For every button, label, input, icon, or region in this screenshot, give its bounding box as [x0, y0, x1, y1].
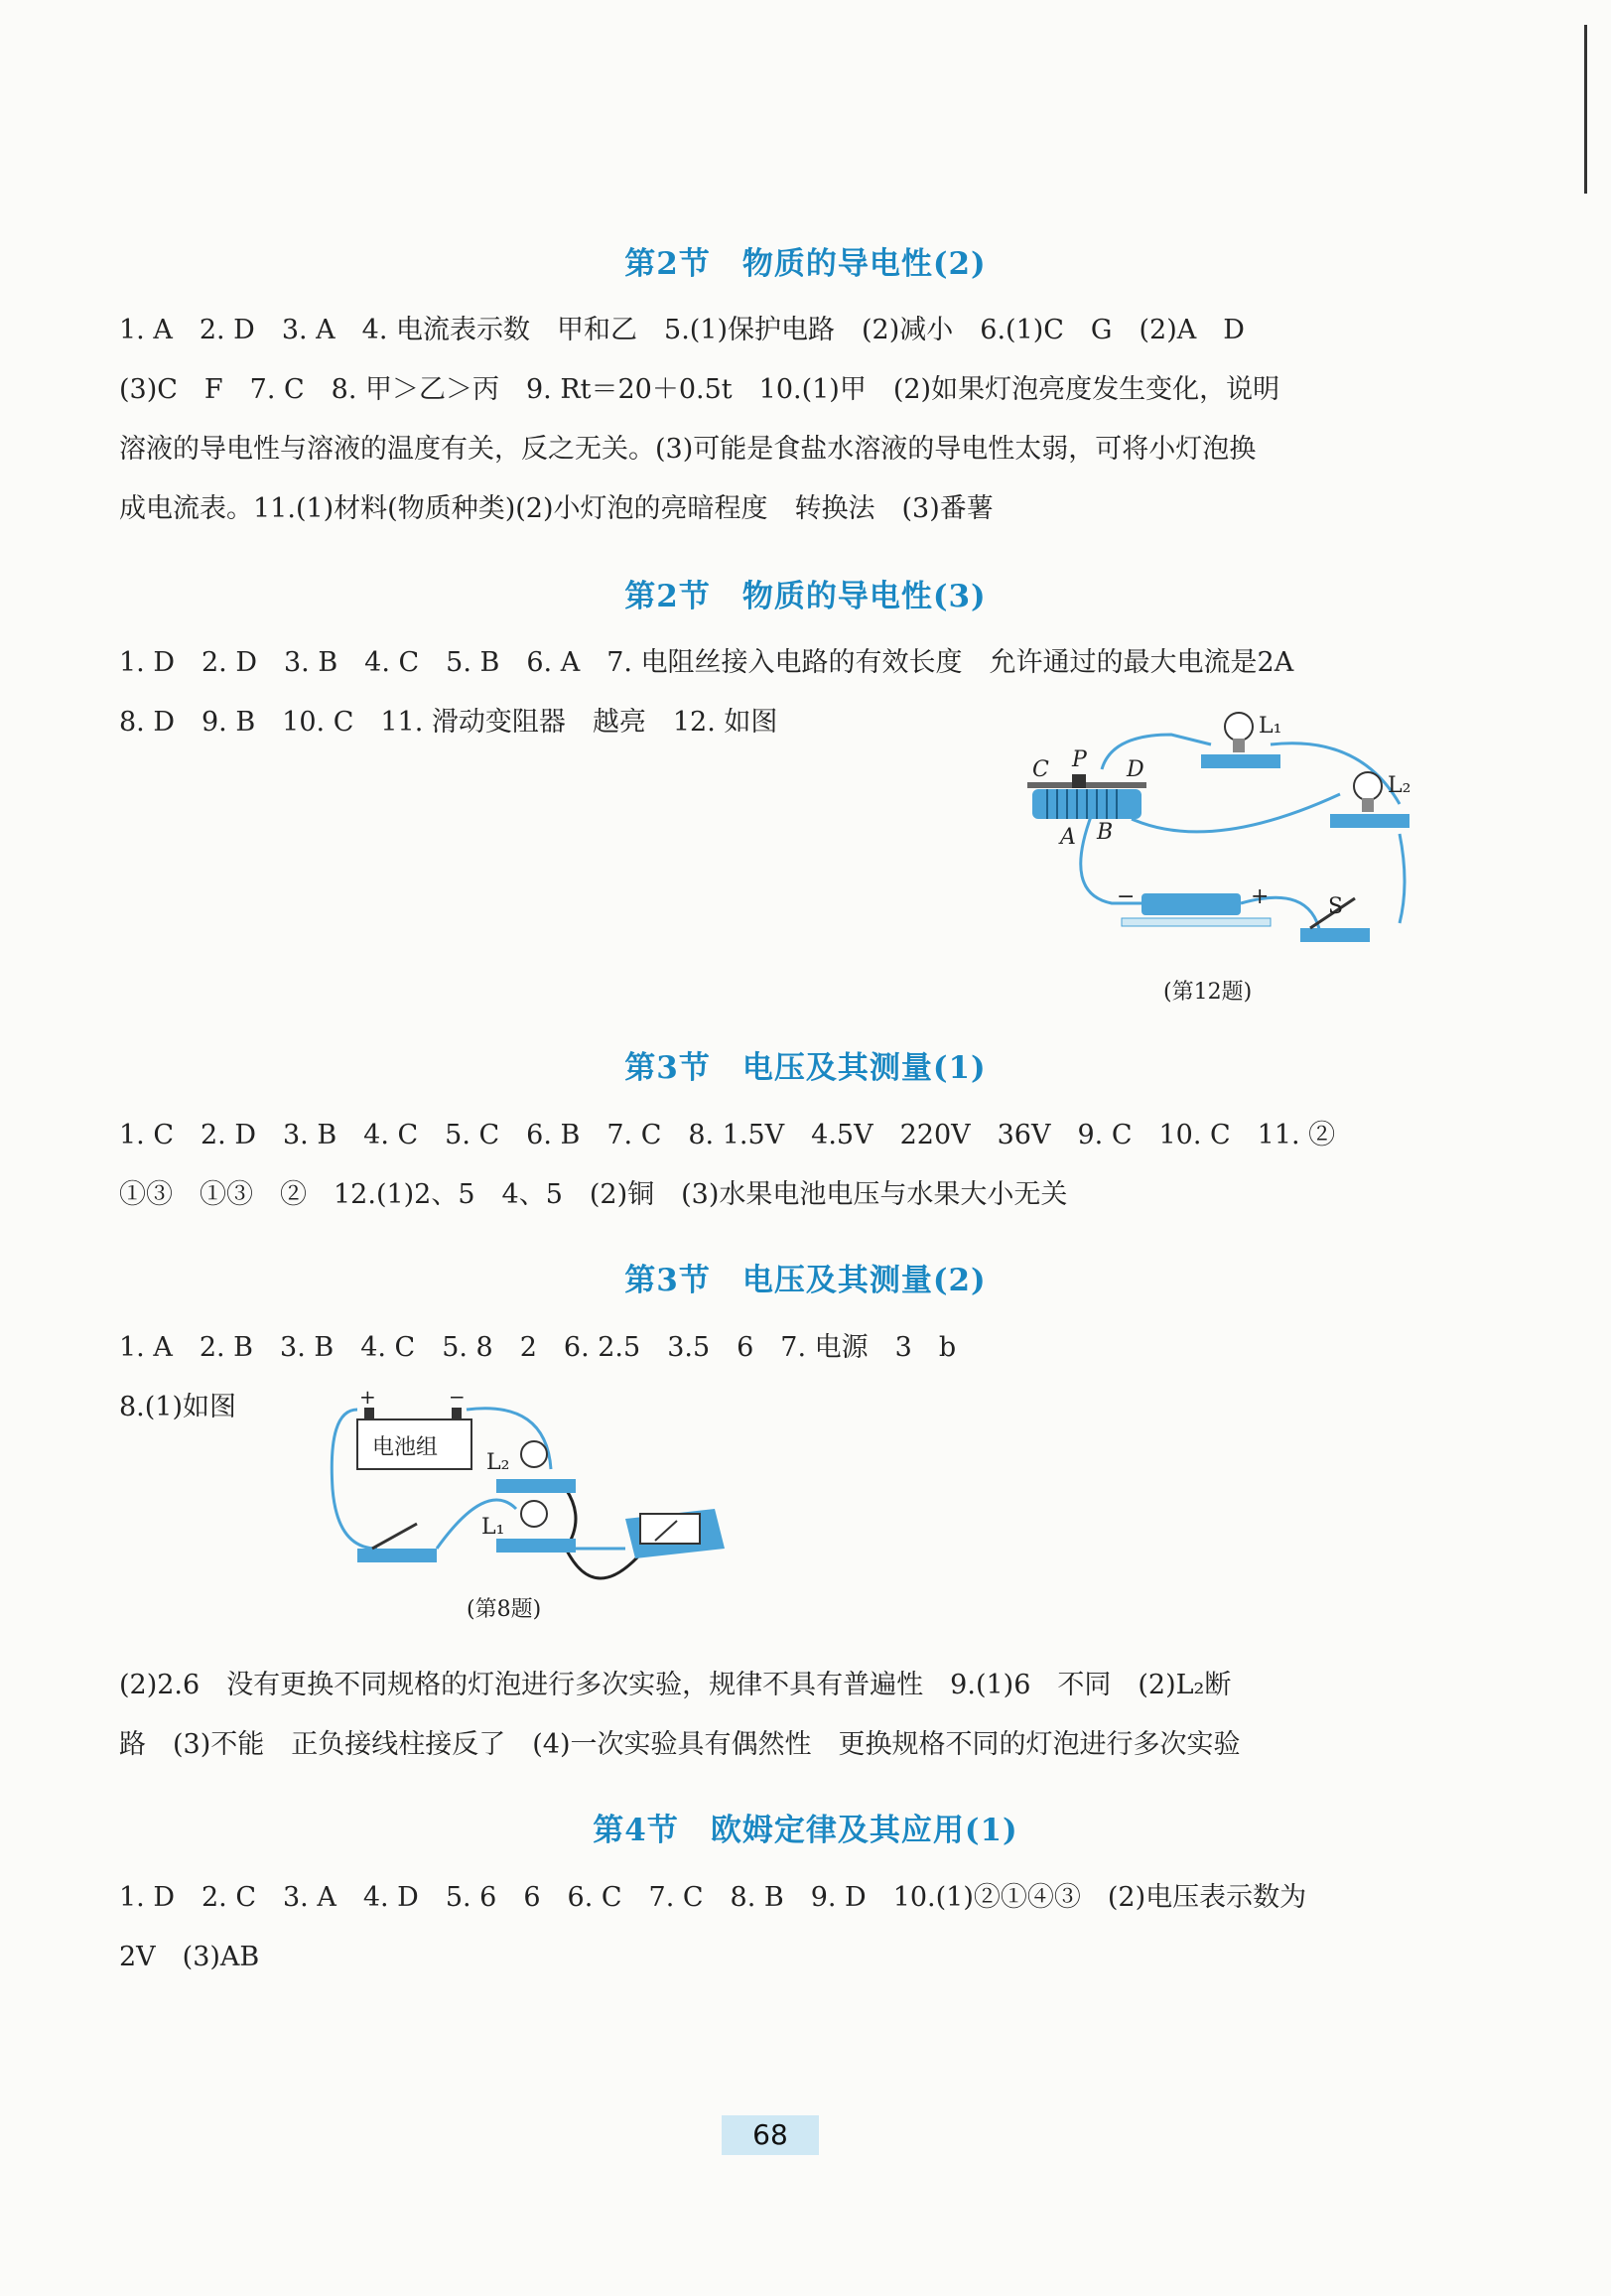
answer-line: 路 (3)不能 正负接线柱接反了 (4)一次实验具有偶然性 更换规格不同的灯泡进行多次实验 [119, 1729, 1241, 1760]
label-a: A [1060, 825, 1076, 850]
section-title: 第2节 物质的导电性(3) [624, 579, 987, 614]
figure-caption: (第12题) [1163, 980, 1253, 1005]
switch-base [357, 1549, 437, 1562]
answer-line: ①③ ①③ ② 12.(1)2、5 4、5 (2)铜 (3)水果电池电压与水果大小无关 [119, 1179, 1068, 1210]
wire [1400, 834, 1405, 923]
answer-line: 成电流表。11.(1)材料(物质种类)(2)小灯泡的亮暗程度 转换法 (3)番薯 [119, 493, 994, 524]
label-s: S [1328, 894, 1344, 919]
answer-line: 1. D 2. D 3. B 4. C 5. B 6. A 7. 电阻丝接入电路的有效长度 允许通过的最大电流是2A [119, 647, 1294, 678]
bulb-base-l1 [1201, 754, 1280, 768]
label-b: B [1097, 820, 1114, 845]
battery-terminal [452, 1408, 462, 1419]
bulb-l1-icon [521, 1501, 547, 1527]
battery-icon [1141, 893, 1241, 915]
answer-line: 1. D 2. C 3. A 4. D 5. 6 6 6. C 7. C 8. B 9. D 10.(1)②①④③ (2)电压表示数为 [119, 1882, 1307, 1913]
switch-base [1300, 928, 1370, 942]
label-c: C [1032, 757, 1049, 782]
answer-line: 溶液的导电性与溶液的温度有关，反之无关。(3)可能是食盐水溶液的导电性太弱，可将小灯泡换 [119, 434, 1257, 465]
wire [1132, 794, 1340, 832]
battery-terminal [364, 1408, 374, 1419]
rheostat-bar [1027, 782, 1146, 788]
label-d: D [1127, 757, 1144, 782]
section-title: 第3节 电压及其测量(1) [624, 1050, 987, 1086]
voltmeter-dial [640, 1514, 700, 1544]
label-l1: L₁ [481, 1515, 505, 1540]
circuit-figure-12 [1012, 705, 1429, 963]
bulb-socket [1233, 739, 1245, 752]
bulb-base-l2 [496, 1479, 576, 1493]
label-plus: + [359, 1390, 376, 1409]
bulb-base-l1 [496, 1539, 576, 1553]
battery-base [1122, 918, 1271, 926]
answer-line: (2)2.6 没有更换不同规格的灯泡进行多次实验，规律不具有普遍性 9.(1)6 不同 (2)L₂断 [119, 1670, 1232, 1700]
section-title: 第3节 电压及其测量(2) [624, 1263, 987, 1298]
label-l2: L₂ [1388, 773, 1411, 798]
label-minus: − [1117, 884, 1136, 909]
answer-line: 8. D 9. B 10. C 11. 滑动变阻器 越亮 12. 如图 [119, 707, 778, 738]
label-plus: + [1251, 884, 1270, 909]
answer-line: 1. A 2. D 3. A 4. 电流表示数 甲和乙 5.(1)保护电路 (2)减小 6.(1)C G (2)A D [119, 315, 1245, 345]
page-edge-line [1584, 25, 1587, 194]
figure-caption: (第8题) [467, 1597, 542, 1622]
label-l2: L₂ [486, 1450, 510, 1475]
bulb-l2-icon [1354, 772, 1382, 800]
switch-icon [372, 1524, 417, 1549]
wire [566, 1549, 645, 1578]
answer-line: 1. C 2. D 3. B 4. C 5. C 6. B 7. C 8. 1.5V 4.5V 220V 36V 9. C 10. C 11. ② [119, 1120, 1336, 1150]
answer-line: 8.(1)如图 [119, 1392, 237, 1422]
bulb-l2-icon [521, 1441, 547, 1467]
bulb-l1-icon [1225, 713, 1253, 741]
answer-line: 2V (3)AB [119, 1942, 260, 1972]
page-number: 68 [722, 2115, 819, 2155]
circuit-figure-8 [318, 1390, 735, 1588]
label-battery: 电池组 [372, 1435, 439, 1460]
wire [1102, 735, 1211, 769]
slider-p [1072, 774, 1086, 788]
section-title: 第2节 物质的导电性(2) [624, 246, 987, 282]
answer-line: (3)C F 7. C 8. 甲＞乙＞丙 9. Rt＝20＋0.5t 10.(1)甲 (2)如果灯泡亮度发生变化，说明 [119, 374, 1280, 405]
label-l1: L₁ [1259, 714, 1282, 739]
answer-line: 1. A 2. B 3. B 4. C 5. 8 2 6. 2.5 3.5 6 7. 电源 3 b [119, 1332, 957, 1363]
bulb-socket [1362, 798, 1374, 812]
section-title: 第4节 欧姆定律及其应用(1) [593, 1813, 1018, 1848]
label-minus: − [449, 1390, 466, 1409]
bulb-base-l2 [1330, 814, 1410, 828]
label-p: P [1072, 747, 1087, 772]
